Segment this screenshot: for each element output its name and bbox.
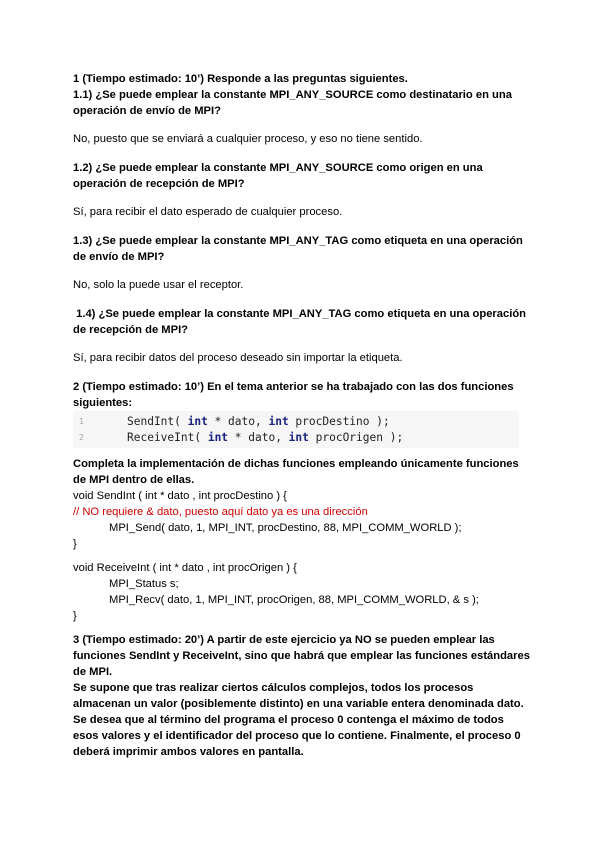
q1-3-answer: No, solo la puede usar el receptor. xyxy=(73,279,244,291)
send-signature: void SendInt ( int * dato , int procDestino ) { xyxy=(73,490,287,502)
q1-2-answer: Sí, para recibir el dato esperado de cualquier proceso. xyxy=(73,206,343,218)
code-keyword: int xyxy=(288,431,309,444)
code-text: procDestino ); xyxy=(288,415,390,428)
q3-line: 3 (Tiempo estimado: 20’) A partir de este ejercicio ya NO se pueden emplear las xyxy=(73,634,495,646)
code-snippet xyxy=(73,411,519,448)
q1-4-answer: Sí, para recibir datos del proceso deseado sin importar la etiqueta. xyxy=(73,352,403,364)
q2-heading xyxy=(73,379,533,411)
q1-heading xyxy=(73,71,533,119)
code-text: * dato, xyxy=(207,415,269,428)
receive-body: MPI_Recv( dato, 1, MPI_INT, procOrigen, 88, MPI_COMM_WORLD, & s ); xyxy=(109,594,479,606)
code-line-number: 2 xyxy=(79,433,84,442)
q3-line: almacenan un valor (posiblemente distinto) en una variable entera denominada dato. xyxy=(73,698,524,710)
send-comment: // NO requiere & dato, puesto aquí dato ya es una dirección xyxy=(73,506,368,518)
q3-line: Se supone que tras realizar ciertos cálculos complejos, todos los procesos xyxy=(73,682,474,694)
q2-heading-line-1: 2 (Tiempo estimado: 10’) En el tema anterior se ha trabajado con las dos funciones xyxy=(73,381,514,393)
q1-4-question-line-2: de recepción de MPI? xyxy=(73,324,189,336)
code-text: * dato, xyxy=(228,431,289,444)
code-keyword: int xyxy=(207,431,229,444)
code-text: procOrigen ); xyxy=(308,431,404,444)
q1-4-question-line-1: 1.4) ¿Se puede emplear la constante MPI_ANY_TAG como etiqueta en una operación xyxy=(73,308,526,320)
code-text: SendInt( xyxy=(127,415,188,428)
code-keyword: int xyxy=(268,415,289,428)
q2-task-line-1: Completa la implementación de dichas funciones empleando únicamente funciones xyxy=(73,458,519,470)
receive-close-brace: } xyxy=(73,610,77,622)
q3-line: funciones SendInt y ReceiveInt, sino que habrá que emplear las funciones estándares xyxy=(73,650,530,662)
q1-4-question xyxy=(73,306,533,338)
q3-line: esos valores y el identificador del proceso que lo contiene. Finalmente, el proceso 0 xyxy=(73,730,521,742)
code-line-source xyxy=(127,430,403,446)
code-line-source xyxy=(127,414,390,430)
send-body: MPI_Send( dato, 1, MPI_INT, procDestino, 88, MPI_COMM_WORLD ); xyxy=(109,522,462,534)
q1-1-question-line-2: operación de envío de MPI? xyxy=(73,105,221,117)
q3-line: deberá imprimir ambos valores en pantalla. xyxy=(73,746,304,758)
q1-2-question-line-1: 1.2) ¿Se puede emplear la constante MPI_ANY_SOURCE como origen en una xyxy=(73,162,483,174)
send-close-brace: } xyxy=(73,538,77,550)
q2-task xyxy=(73,456,533,488)
q1-3-question-line-2: de envío de MPI? xyxy=(73,251,165,263)
q1-heading-text: 1 (Tiempo estimado: 10’) Responde a las preguntas siguientes. xyxy=(73,73,408,85)
q1-1-question-line-1: 1.1) ¿Se puede emplear la constante MPI_ANY_SOURCE como destinatario en una xyxy=(73,89,512,101)
send-int-implementation xyxy=(73,488,533,552)
receive-status-decl: MPI_Status s; xyxy=(109,578,179,590)
q3-line: de MPI. xyxy=(73,666,113,678)
q1-2-question xyxy=(73,160,533,192)
q2-heading-line-2: siguientes: xyxy=(73,397,133,409)
q3-statement xyxy=(73,632,533,760)
code-line xyxy=(73,414,593,430)
receive-signature: void ReceiveInt ( int * dato , int procOrigen ) { xyxy=(73,562,297,574)
code-text: ReceiveInt( xyxy=(127,431,208,444)
q1-1-answer: No, puesto que se enviará a cualquier proceso, y eso no tiene sentido. xyxy=(73,133,423,145)
code-line xyxy=(73,430,593,446)
code-keyword: int xyxy=(187,415,208,428)
q1-2-question-line-2: operación de recepción de MPI? xyxy=(73,178,245,190)
q2-task-line-2: de MPI dentro de ellas. xyxy=(73,474,195,486)
q1-3-question-line-1: 1.3) ¿Se puede emplear la constante MPI_ANY_TAG como etiqueta en una operación xyxy=(73,235,523,247)
q3-line: Se desea que al término del programa el proceso 0 contenga el máximo de todos xyxy=(73,714,504,726)
receive-int-implementation xyxy=(73,560,533,624)
q1-3-question xyxy=(73,233,533,265)
code-line-number: 1 xyxy=(79,417,84,426)
